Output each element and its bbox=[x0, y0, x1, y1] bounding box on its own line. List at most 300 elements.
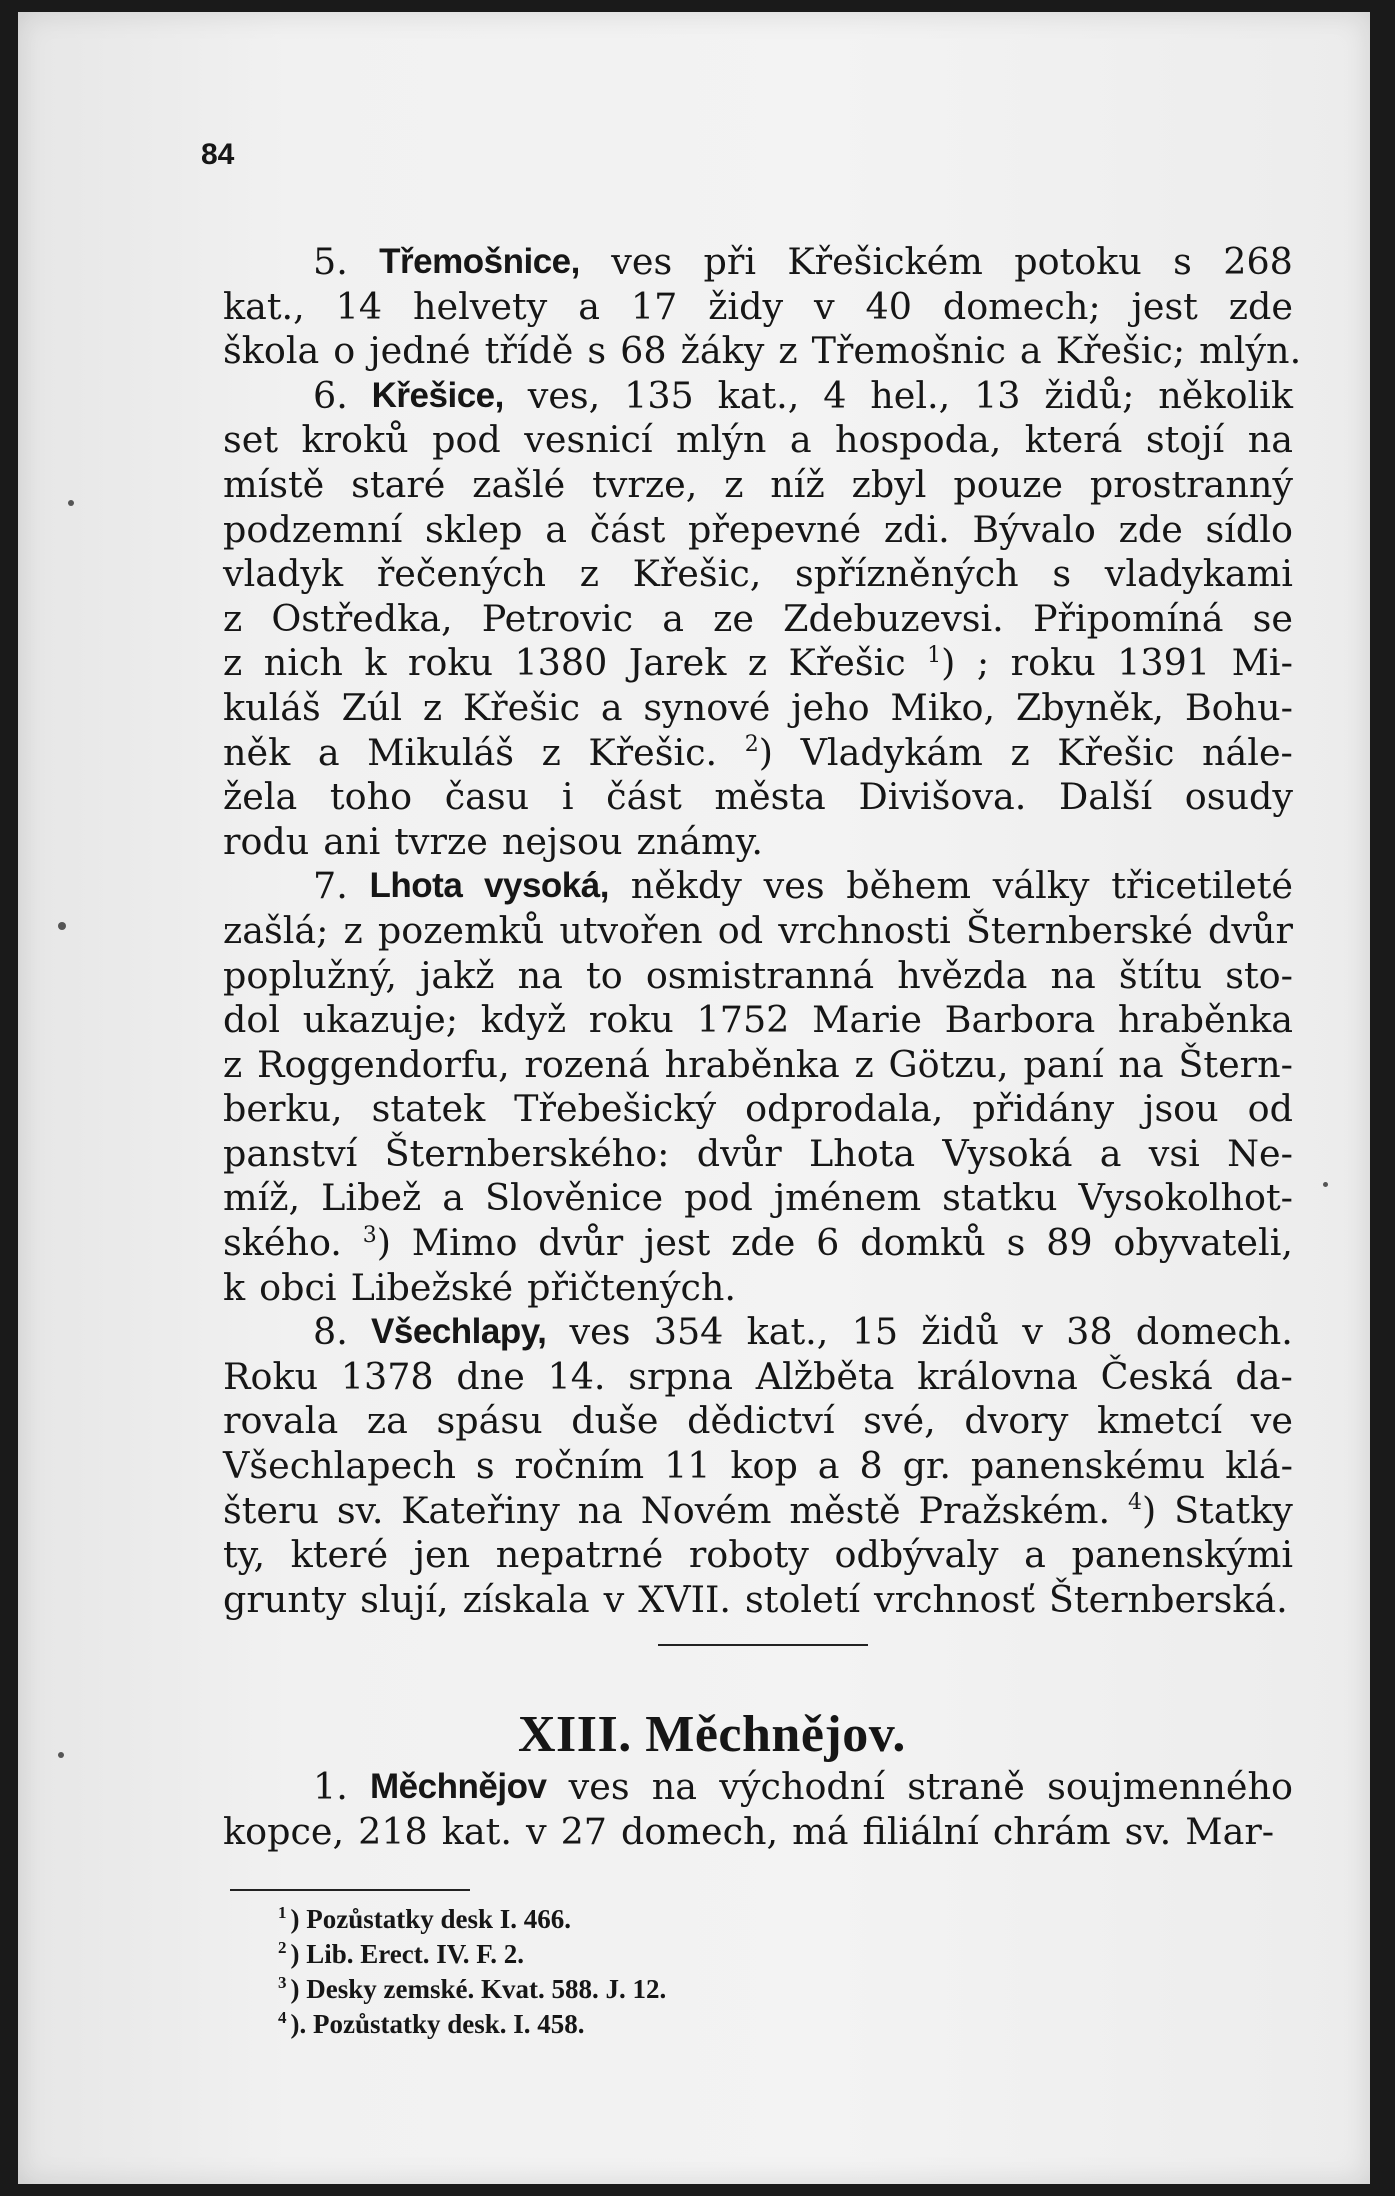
word: 1378 bbox=[340, 1354, 434, 1398]
word: panství bbox=[223, 1131, 358, 1175]
word: dol bbox=[223, 998, 281, 1042]
text-line bbox=[223, 285, 1293, 330]
word: městě bbox=[789, 1488, 901, 1532]
word: s bbox=[1173, 240, 1192, 283]
word: 6 bbox=[816, 1221, 840, 1265]
word: v bbox=[813, 284, 835, 328]
word: času bbox=[444, 775, 530, 819]
word: na bbox=[577, 1488, 623, 1532]
word: třicetileté bbox=[1111, 864, 1293, 908]
text-line bbox=[223, 909, 1293, 954]
word: nepatrné bbox=[495, 1533, 664, 1577]
word: 5. bbox=[313, 240, 348, 283]
text-line bbox=[223, 686, 1293, 731]
word: část bbox=[589, 507, 666, 551]
text-line bbox=[223, 775, 1293, 820]
word: staré bbox=[351, 462, 446, 506]
text-line bbox=[223, 1087, 1293, 1132]
word: Ostředka, bbox=[271, 596, 453, 640]
text-line bbox=[223, 374, 1293, 419]
word: rodu bbox=[223, 819, 310, 863]
footnote-mark: 3 bbox=[278, 1973, 287, 1992]
word: nále- bbox=[1202, 730, 1293, 774]
text-line bbox=[223, 1810, 1293, 1855]
word: Česká bbox=[1100, 1354, 1213, 1398]
word: Křešickém bbox=[787, 240, 983, 283]
word: domech; bbox=[942, 284, 1101, 328]
word: kat., bbox=[223, 284, 305, 328]
word: z bbox=[1010, 730, 1030, 774]
word: tvrze, bbox=[592, 462, 698, 506]
footnote-ref: 4) bbox=[1127, 1488, 1157, 1532]
word: z bbox=[778, 329, 798, 373]
word: roku bbox=[1010, 641, 1096, 685]
word: kmetcí bbox=[1096, 1399, 1223, 1443]
word: 1752 bbox=[696, 998, 790, 1042]
word: utvořen bbox=[559, 908, 703, 952]
word: 14 bbox=[335, 284, 383, 328]
word: kop bbox=[730, 1444, 798, 1488]
word: Petrovic bbox=[481, 596, 634, 640]
word: chrám bbox=[992, 1809, 1111, 1853]
word: toho bbox=[329, 775, 413, 819]
word: vsi bbox=[1148, 1131, 1200, 1175]
word: o bbox=[333, 329, 356, 373]
word: hel., bbox=[870, 373, 951, 417]
text-line bbox=[223, 1355, 1293, 1400]
word: známy. bbox=[636, 819, 763, 863]
word: a bbox=[545, 507, 567, 551]
word: z bbox=[854, 1042, 874, 1086]
word: a bbox=[662, 596, 684, 640]
word: za bbox=[366, 1399, 408, 1443]
word: stojí bbox=[1145, 418, 1225, 462]
word: z bbox=[223, 596, 243, 640]
word: století bbox=[745, 1577, 861, 1621]
text-line bbox=[223, 1176, 1293, 1221]
word: 11 bbox=[664, 1444, 711, 1488]
word: které bbox=[290, 1533, 389, 1577]
word: Mimo bbox=[411, 1221, 518, 1265]
word: straně bbox=[907, 1765, 1025, 1808]
word: Divišova. bbox=[858, 775, 1027, 819]
entry-heading: vysoká, bbox=[484, 866, 609, 906]
text-line bbox=[223, 463, 1293, 508]
word: 38 bbox=[1066, 1310, 1113, 1354]
word: ani bbox=[323, 819, 381, 863]
word: své, bbox=[863, 1399, 936, 1443]
word: roku bbox=[407, 641, 493, 685]
text-line bbox=[223, 597, 1293, 642]
word: Vladykám bbox=[800, 730, 983, 774]
word: Šternberského: bbox=[384, 1131, 670, 1175]
word: Bývalo bbox=[972, 507, 1096, 551]
word: Statky bbox=[1174, 1488, 1293, 1532]
word: na bbox=[1118, 1042, 1164, 1086]
word: ve bbox=[1250, 1399, 1293, 1443]
word: zbyl bbox=[851, 462, 927, 506]
text-line bbox=[223, 998, 1293, 1043]
word: někdy bbox=[630, 864, 742, 908]
word: roboty bbox=[688, 1533, 809, 1577]
page-number: 84 bbox=[201, 138, 235, 171]
text-line bbox=[223, 1765, 1293, 1810]
word: Slověnice bbox=[485, 1176, 664, 1220]
word: hvězda bbox=[897, 953, 1028, 997]
word: kat. bbox=[441, 1809, 512, 1853]
footnote-mark: 2 bbox=[278, 1938, 287, 1957]
footnote-item bbox=[278, 1937, 666, 1972]
word: Ne- bbox=[1227, 1131, 1293, 1175]
word: ročním bbox=[514, 1444, 645, 1488]
word: míž, bbox=[223, 1176, 301, 1220]
word: Barbora bbox=[944, 998, 1096, 1042]
word: z bbox=[422, 685, 443, 729]
word: kat., bbox=[717, 373, 800, 417]
word: a bbox=[317, 730, 340, 774]
word: od bbox=[717, 908, 764, 952]
word: 4 bbox=[823, 373, 847, 417]
word: řečených bbox=[376, 552, 547, 596]
word: hraběnka bbox=[1117, 998, 1293, 1042]
word: Roggendorfu, bbox=[256, 1042, 510, 1086]
word: 8. bbox=[313, 1310, 348, 1354]
word: v bbox=[603, 1577, 625, 1621]
word: zde bbox=[731, 1221, 796, 1265]
word: roku bbox=[588, 998, 674, 1042]
word: která bbox=[1024, 418, 1123, 462]
word: kopce, bbox=[223, 1809, 345, 1853]
word: 1391 bbox=[1117, 641, 1211, 685]
footnotes bbox=[278, 1902, 666, 2042]
word: Šternberské bbox=[965, 908, 1193, 952]
word: kuláš bbox=[223, 685, 321, 729]
word: slují, bbox=[360, 1577, 449, 1621]
word: pozemků bbox=[377, 908, 545, 952]
word: 15 bbox=[851, 1310, 899, 1354]
word: sv. bbox=[336, 1488, 384, 1532]
word: z bbox=[223, 641, 243, 685]
word: jest bbox=[644, 1221, 711, 1265]
word: statek bbox=[371, 1087, 486, 1131]
word: helvety bbox=[413, 284, 548, 328]
footnote-text: ) Pozůstatky desk I. 466. bbox=[290, 1904, 572, 1934]
word: štítu bbox=[1118, 953, 1203, 997]
word: Bohu- bbox=[1184, 685, 1293, 729]
word: pouze bbox=[953, 462, 1064, 506]
word: s bbox=[587, 329, 607, 373]
word: da- bbox=[1235, 1354, 1293, 1398]
word: spásu bbox=[436, 1399, 543, 1443]
word: nich bbox=[263, 641, 343, 685]
word: 268 bbox=[1223, 240, 1293, 283]
entry-heading: Měchnějov bbox=[370, 1767, 547, 1806]
word: během bbox=[846, 864, 971, 908]
word: Křešic bbox=[788, 641, 906, 685]
word: z bbox=[541, 730, 561, 774]
print-speck bbox=[58, 1752, 64, 1758]
word: přidány bbox=[972, 1087, 1115, 1131]
word: Novém bbox=[640, 1488, 772, 1532]
text-line bbox=[223, 240, 1293, 285]
text-line bbox=[223, 820, 1293, 865]
word: potoku bbox=[1014, 240, 1142, 283]
word: Libežské bbox=[350, 1265, 514, 1309]
word: sklep bbox=[425, 507, 523, 551]
word: set bbox=[223, 418, 278, 462]
text-line bbox=[223, 954, 1293, 999]
word: vladyk bbox=[223, 552, 344, 596]
word: vesnicí bbox=[524, 418, 653, 462]
word: mlýn. bbox=[1199, 329, 1302, 373]
word: 27 bbox=[560, 1809, 608, 1853]
word: Křešic, bbox=[632, 552, 762, 596]
word: kat., bbox=[746, 1310, 829, 1354]
text-line bbox=[223, 864, 1293, 909]
print-speck bbox=[68, 500, 74, 506]
text-line bbox=[223, 552, 1293, 597]
word: k bbox=[223, 1265, 246, 1309]
word: kroků bbox=[301, 418, 409, 462]
word: ves bbox=[611, 240, 673, 283]
word: královna bbox=[917, 1354, 1078, 1398]
word: z bbox=[724, 462, 744, 506]
word: 218 bbox=[358, 1809, 428, 1853]
footnote-rule bbox=[230, 1889, 470, 1891]
word: dne bbox=[456, 1354, 525, 1398]
word: a bbox=[1024, 1533, 1046, 1577]
word: Libež bbox=[321, 1176, 422, 1220]
word: Zbyněk, bbox=[1015, 685, 1165, 729]
word: z bbox=[579, 552, 599, 596]
word: místě bbox=[223, 462, 325, 506]
word: jest bbox=[1131, 284, 1198, 328]
footnote-mark: 1 bbox=[278, 1903, 287, 1922]
word: domků bbox=[860, 1221, 986, 1265]
text-line bbox=[223, 1043, 1293, 1088]
word: 135 bbox=[624, 373, 694, 417]
word: podzemní bbox=[223, 507, 403, 551]
word: Götzu, bbox=[888, 1042, 1009, 1086]
word: na bbox=[651, 1765, 698, 1808]
word: když bbox=[480, 998, 567, 1042]
word: Křešic. bbox=[588, 730, 718, 774]
word: jakž bbox=[420, 953, 495, 997]
word: pod bbox=[432, 418, 501, 462]
word: židů bbox=[921, 1310, 1000, 1354]
word: zde bbox=[1118, 507, 1183, 551]
word: a bbox=[600, 685, 623, 729]
word: jeho bbox=[791, 685, 870, 729]
word: Štern- bbox=[1178, 1042, 1293, 1086]
footnote-item bbox=[278, 1902, 666, 1937]
word: zašlá; bbox=[223, 908, 329, 952]
word: v bbox=[525, 1809, 547, 1853]
text-line bbox=[223, 329, 1302, 374]
word: přičtených. bbox=[527, 1265, 737, 1309]
word: ves bbox=[568, 1765, 630, 1808]
word: ves bbox=[763, 864, 825, 908]
word: zdi. bbox=[883, 507, 950, 551]
word: níž bbox=[770, 462, 825, 506]
word: východní bbox=[719, 1765, 885, 1808]
word: mlýn bbox=[675, 418, 767, 462]
main-text bbox=[223, 240, 1302, 1622]
word: rovala bbox=[223, 1399, 339, 1443]
footnote-ref: 2) bbox=[744, 730, 773, 774]
word: domech, bbox=[621, 1809, 779, 1853]
word: 40 bbox=[865, 284, 912, 328]
word: zde bbox=[1228, 284, 1293, 328]
word: Jarek bbox=[628, 641, 727, 685]
word: při bbox=[703, 240, 757, 283]
word: žáky bbox=[680, 329, 765, 373]
word: dvůr bbox=[696, 1131, 782, 1175]
word: Mar- bbox=[1185, 1809, 1275, 1853]
footnote-ref: 3) bbox=[362, 1221, 391, 1265]
word: města bbox=[714, 775, 826, 819]
word: z bbox=[223, 1042, 243, 1086]
word: ty, bbox=[223, 1533, 266, 1577]
word: Lhota bbox=[808, 1131, 916, 1175]
word: třídě bbox=[484, 329, 574, 373]
word: ves bbox=[569, 1310, 631, 1354]
text-line bbox=[223, 1578, 1293, 1623]
word: Marie bbox=[812, 998, 922, 1042]
word: 13 bbox=[974, 373, 1021, 417]
word: grunty bbox=[223, 1577, 347, 1621]
word: a bbox=[1019, 329, 1042, 373]
word: 7. bbox=[313, 864, 348, 908]
word: z bbox=[747, 641, 768, 685]
word: Mikuláš bbox=[367, 730, 514, 774]
word: od bbox=[1247, 1087, 1293, 1131]
word: odbývaly bbox=[834, 1533, 999, 1577]
word: Roku bbox=[223, 1354, 319, 1398]
word: XVII. bbox=[638, 1577, 732, 1621]
word: Pražském. bbox=[918, 1488, 1111, 1532]
word: škola bbox=[223, 329, 320, 373]
word: gr. bbox=[902, 1444, 951, 1488]
word: ského. bbox=[223, 1221, 342, 1265]
word: domech. bbox=[1135, 1310, 1293, 1354]
word: berku, bbox=[223, 1087, 343, 1131]
print-speck bbox=[1323, 1182, 1328, 1187]
word: panenskému bbox=[970, 1444, 1206, 1488]
word: hraběnka bbox=[664, 1042, 840, 1086]
word: Připomíná bbox=[1032, 596, 1224, 640]
word: 14. bbox=[547, 1354, 606, 1398]
word: hospoda, bbox=[835, 418, 1002, 462]
word: vladykami bbox=[1104, 552, 1293, 596]
word: se bbox=[1252, 596, 1293, 640]
book-page bbox=[18, 12, 1370, 2184]
word: ze bbox=[713, 596, 754, 640]
word: v bbox=[1022, 1310, 1043, 1354]
word: sto- bbox=[1225, 953, 1293, 997]
footnote-mark: 4 bbox=[278, 2008, 287, 2027]
word: synové bbox=[643, 685, 771, 729]
print-speck bbox=[58, 922, 66, 930]
word: na bbox=[1247, 418, 1293, 462]
word: Vysoká bbox=[942, 1131, 1073, 1175]
word: šteru bbox=[223, 1488, 319, 1532]
word: 1380 bbox=[514, 641, 608, 685]
word: rozená bbox=[524, 1042, 650, 1086]
word: osudy bbox=[1184, 775, 1293, 819]
text-line bbox=[223, 641, 1293, 686]
word: a bbox=[578, 284, 600, 328]
word: paní bbox=[1023, 1042, 1104, 1086]
word: soujmenného bbox=[1047, 1765, 1293, 1808]
word: nejsou bbox=[501, 819, 623, 863]
text-line bbox=[223, 731, 1293, 776]
word: prostranný bbox=[1089, 462, 1293, 506]
word: Alžběta bbox=[755, 1354, 895, 1398]
word: dvůr bbox=[538, 1221, 624, 1265]
word: klá- bbox=[1225, 1444, 1293, 1488]
word: židy bbox=[708, 284, 784, 328]
word: sv. bbox=[1124, 1809, 1172, 1853]
word: Zdebuzevsi. bbox=[783, 596, 1004, 640]
text-line bbox=[223, 1266, 1293, 1311]
word: statku bbox=[942, 1176, 1058, 1220]
word: poplužný, bbox=[223, 953, 397, 997]
word: ukazuje; bbox=[302, 998, 459, 1042]
text-line bbox=[223, 1132, 1293, 1177]
text-line bbox=[223, 1533, 1293, 1578]
word: jménem bbox=[773, 1176, 922, 1220]
word: z bbox=[343, 908, 363, 952]
word: 6. bbox=[313, 373, 348, 417]
footnote-item bbox=[278, 2007, 666, 2042]
word: 1. bbox=[313, 1765, 348, 1808]
word: 68 bbox=[620, 329, 667, 373]
word: židů; bbox=[1044, 373, 1135, 417]
word: Další bbox=[1059, 775, 1153, 819]
word: vrchnosti bbox=[778, 908, 951, 952]
word: jen bbox=[413, 1533, 471, 1577]
text-line bbox=[223, 418, 1293, 463]
footnote-item bbox=[278, 1972, 666, 2007]
word: několik bbox=[1158, 373, 1293, 417]
text-line bbox=[223, 1310, 1293, 1355]
footnote-text: ) Desky zemské. Kvat. 588. J. 12. bbox=[290, 1974, 667, 2004]
word: a bbox=[442, 1176, 464, 1220]
text-line bbox=[223, 1489, 1293, 1534]
word: získala bbox=[462, 1577, 590, 1621]
word: Vysokolhot- bbox=[1078, 1176, 1293, 1220]
word: sídlo bbox=[1205, 507, 1293, 551]
word: obyvateli, bbox=[1113, 1221, 1293, 1265]
word: Křešic; bbox=[1055, 329, 1186, 373]
word: srpna bbox=[628, 1354, 734, 1398]
word: jedné bbox=[369, 329, 471, 373]
word: i bbox=[561, 775, 574, 819]
word: vrchnosť bbox=[874, 1577, 1035, 1621]
word: ; bbox=[976, 641, 990, 685]
word: panenskými bbox=[1071, 1533, 1293, 1577]
chapter-text bbox=[223, 1765, 1293, 1854]
word: Třemošnic bbox=[811, 329, 1006, 373]
word: jsou bbox=[1143, 1087, 1219, 1131]
word: a bbox=[1099, 1131, 1122, 1175]
footnote-text: ) Lib. Erect. IV. F. 2. bbox=[290, 1939, 525, 1969]
word: Všechlapech bbox=[223, 1444, 456, 1488]
word: obci bbox=[259, 1265, 337, 1309]
entry-heading: Lhota bbox=[369, 866, 463, 906]
word: má bbox=[792, 1809, 849, 1853]
